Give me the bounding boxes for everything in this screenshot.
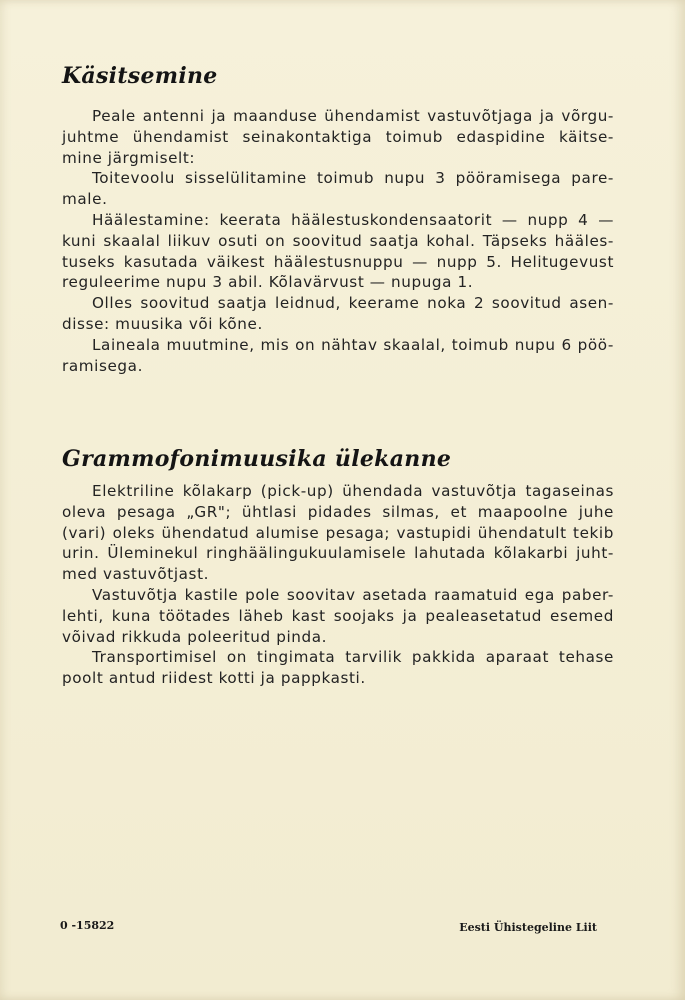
section-title-kasitsemine: Käsitsemine: [62, 63, 218, 89]
paragraph-line: urin. Üleminekul ringhäälingukuulamisele lahutada kõlakarbi juht-: [62, 544, 614, 563]
paragraph-line: Häälestamine: keerata häälestuskondensaatorit — nupp 4 —: [92, 210, 614, 229]
paragraph-line: (vari) oleks ühendatud alumise pesaga; vastupidi ühendatult tekib: [62, 523, 614, 542]
paragraph-line: male.: [62, 190, 108, 209]
paragraph-line: Elektriline kõlakarp (pick-up) ühendada vastuvõtja tagaseinas: [92, 482, 614, 500]
paragraph-line: Olles soovitud saatja leidnud, keerame noka 2 soovitud asen-: [92, 294, 614, 313]
paragraph-line: mine järgmiselt:: [62, 148, 196, 167]
paragraph-line: med vastuvõtjast.: [62, 565, 210, 584]
paragraph-line: poolt antud riidest kotti ja pappkasti.: [62, 669, 366, 688]
section-title-grammofon: Grammofonimuusika ülekanne: [62, 446, 452, 472]
section-body-kasitsemine: [62, 106, 614, 376]
publisher-name: Eesti Ühistegeline Liit: [459, 921, 597, 934]
paragraph-line: Peale antenni ja maanduse ühendamist vastuvõtjaga ja võrgu-: [92, 107, 614, 125]
paragraph-line: kuni skaalal liikuv osuti on soovitud saatja kohal. Täpseks hääles-: [62, 231, 614, 250]
paragraph-line: oleva pesaga „GR"; ühtlasi pidades silmas, et maapoolne juhe: [62, 502, 614, 521]
paragraph-line: ramisega.: [62, 356, 143, 375]
paragraph-line: lehti, kuna töötades läheb kast soojaks ja pealeasetatud esemed: [62, 606, 614, 625]
section-body-grammofon: [62, 481, 614, 689]
paragraph-line: Vastuvõtja kastile pole soovitav asetada raamatuid ega paber-: [92, 585, 614, 604]
paragraph-line: juhtme ühendamist seinakontaktiga toimub edaspidine käitse-: [62, 127, 614, 146]
paragraph-line: võivad rikkuda poleeritud pinda.: [62, 627, 328, 646]
paragraph-line: reguleerime nupu 3 abil. Kõlavärvust — nupuga 1.: [62, 273, 474, 292]
paragraph-line: disse: muusika või kõne.: [62, 314, 263, 333]
paragraph-line: Transportimisel on tingimata tarvilik pakkida aparaat tehase: [92, 648, 614, 667]
paragraph-line: Toitevoolu sisselülitamine toimub nupu 3 pööramisega pare-: [92, 169, 614, 188]
paragraph-line: Laineala muutmine, mis on nähtav skaalal, toimub nupu 6 pöö-: [92, 335, 614, 354]
print-order-number: 0 -15822: [60, 919, 115, 932]
paragraph-line: tuseks kasutada väikest häälestusnuppu — nupp 5. Helitugevust: [62, 252, 614, 271]
